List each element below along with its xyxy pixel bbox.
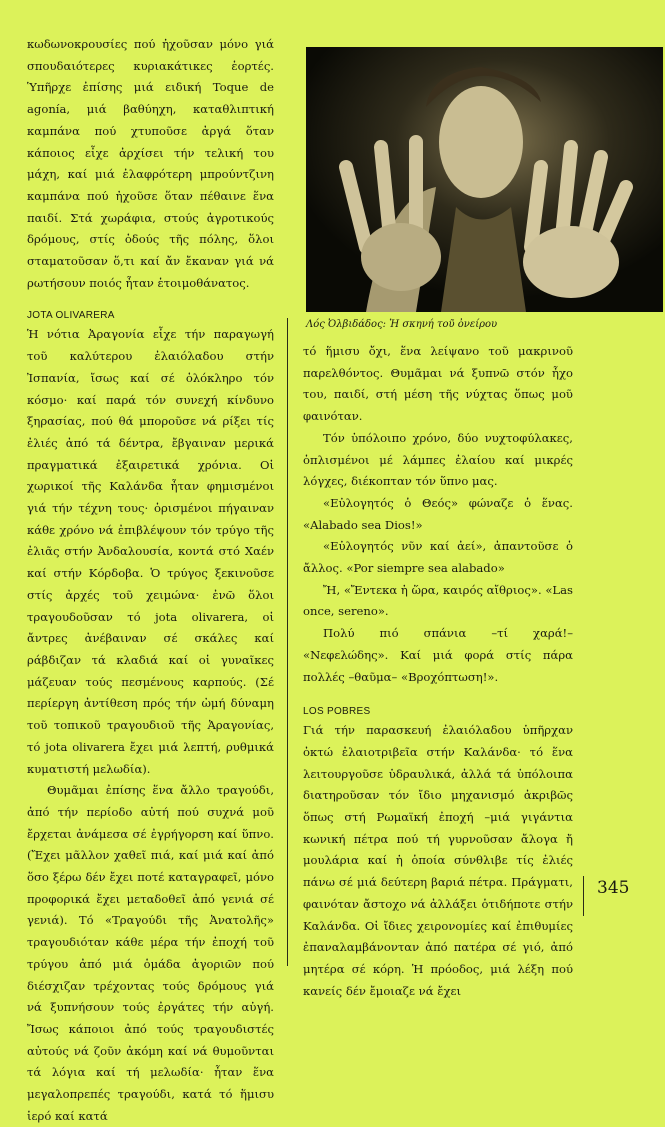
right-column xyxy=(303,0,573,1002)
section-heading-jota-olivarera: JOTA OLIVARERA xyxy=(27,310,115,322)
left-paragraph-3: Θυμᾶμαι ἐπίσης ἕνα ἄλλο τραγούδι, ἀπό τήν περίοδο αὐτή πού συχνά μοῦ ἔρχεται ἀνάμεσα σέ ἐγρήγορση καί ὕπνο. (Ἔχει μᾶλλον χαθεῖ πιά, καί μιά καί ἀπό ὅσο ξέρω δέν ἔχει ποτέ καταγραφεῖ, μόνο προφορικά ἔχει μεταδοθεῖ ἀπό γενιά σέ γενιά). Τό «Τραγούδι τῆς Ἀνατολῆς» τραγουδιόταν κάθε μέρα τήν ἐποχή τοῦ τρύγου ἀπό μιά ὁμάδα ἀγοριῶν πού διέσχιζαν τρέχοντας τούς δρόμους γιά νά ξυπνήσουν τούς ἐργάτες τήν αὐγή. Ἴσως κάποιοι ἀπό τούς τραγουδιστές αὐτούς νά ζοῦν ἀκόμη καί νά θυμοῦνται τά λόγια καί τή μελωδία· ἦταν ἕνα μεγαλοπρεπές τραγούδι, κατά τό ἥμισυ ἱερό καί κατά xyxy=(27,783,274,1123)
right-paragraph-6: Πολύ πιό σπάνια –τί χαρά!– «Νεφελώδης». Καί μιά φορά στίς πάρα πολλές –θαῦμα– «Βροχόπτωση!». xyxy=(303,626,573,684)
right-paragraph-7: Γιά τήν παρασκευή ἐλαιόλαδου ὑπῆρχαν ὀκτώ ἐλαιοτριβεῖα στήν Καλάνδα· τό ἕνα λειτουργοῦσε ὑδραυλικά, ἀλλά τά ὑπόλοιπα διατηροῦσαν τόν ἴδιο μηχανισμό ἀκριβῶς ὅπως στή Ρωμαϊκή ἐποχή –μιά γιγάντια κωνική πέτρα πού τή γυρνοῦσαν ἄλογα ἤ μουλάρια καί ἡ ὁποία σύνθλιβε τίς ἐλιές πάνω σέ μιά δεύτερη βαριά πέτρα. Πράγματι, φαινόταν ἄστοχο νά ἀλλάξει ὁτιδήποτε στήν Καλάνδα. Οἱ ἴδιες χειρονομίες καί ἐπιθυμίες ἐπαναλαμβάνονταν ἀπό πατέρα σέ γιό, ἀπό μητέρα σέ κόρη. Ἡ πρόοδος, μιά λέξη πού κανείς δέν ἔμοιαζε νά ἔχει xyxy=(303,723,573,998)
left-paragraph-1: κωδωνοκρουσίες πού ἠχοῦσαν μόνο γιά σπουδαιότερες κυριακάτικες ἑορτές. Ὑπῆρχε ἐπίσης μιά ειδική Toque de agonía, μιά βαθύηχη, καταθλιπτική καμπάνα πού χτυποῦσε ἀργά ὅταν κάποιος εἶχε ἀρχίσει τήν τελική του μάχη, καί μιά ἐλαφρότερη μπρούντζινη καμπάνα πού ἠχοῦσε ὅταν πέθαινε ἕνα παιδί. Στά χωράφια, στούς ἀγροτικούς δρόμους, στίς ὁδούς τῆς πόλης, ὅλοι σταματοῦσαν ὅ,τι καί ἄν ἔκαναν γιά νά ρωτήσουν ποιός ἦταν ἑτοιμοθάνατος. xyxy=(27,37,274,290)
page-number-rule xyxy=(583,876,584,916)
right-paragraph-4: «Εὐλογητός νῦν καί ἀεί», ἀπαντοῦσε ὁ ἄλλος. «Por siempre sea alabado» xyxy=(303,539,573,576)
column-divider xyxy=(287,318,288,966)
page-number: 345 xyxy=(597,878,630,898)
section-heading-los-pobres: LOS POBRES xyxy=(303,706,371,718)
right-paragraph-3: «Εὐλογητός ὁ Θεός» φώναζε ὁ ἕνας. «Alabado sea Dios!» xyxy=(303,495,573,532)
right-paragraph-1: τό ἥμισυ ὄχι, ἕνα λείψανο τοῦ μακρινοῦ παρελθόντος. Θυμᾶμαι νά ξυπνῶ στόν ἦχο του, παιδί, στή μέση τῆς νύχτας ὅπως μοῦ φαινόταν. xyxy=(303,344,573,424)
left-column xyxy=(27,0,274,1127)
right-paragraph-5: Ἤ, «Ἔντεκα ἡ ὥρα, καιρός αἴθριος». «Las once, sereno». xyxy=(303,582,573,619)
right-paragraph-2: Τόν ὑπόλοιπο χρόνο, δύο νυχτοφύλακες, ὁπλισμένοι μέ λάμπες ἐλαίου καί μικρές λόγχες, διέκοπταν τόν ὕπνο μας. xyxy=(303,430,573,489)
left-paragraph-2: Ἡ νότια Ἀραγονία εἶχε τήν παραγωγή τοῦ καλύτερου ἐλαιόλαδου στήν Ἰσπανία, ἴσως καί σέ ὁλόκληρο τόν κόσμο· καί παρά τόν συνεχή κίνδυνο ξηρασίας, πού θά μποροῦσε νά ρίξει τίς ἐλιές ἀπό τά δέντρα, ἔβγαιναν μερικά πραγματικά ἐξαιρετικά χρόνια. Οἱ χωρικοί τῆς Καλάνδα ἦταν φημισμένοι γιά τήν τέχνη τους· ὁρισμένοι πήγαιναν κάθε χρόνο νά ἐπιβλέψουν τόν τρύγο τῆς ἐλιᾶς στήν Ἀνδαλουσία, κοντά στό Χαέν καί στήν Κόρδοβα. Ὁ τρύγος ξεκινοῦσε στίς ἀρχές τοῦ χειμώνα· ἐνῶ ὅλοι τραγουδοῦσαν τό jota olivarera, οἱ ἄντρες ἀνέβαιναν σέ σκάλες καί ράβδιζαν τά κλαδιά καί οἱ γυναῖκες μάζευαν τούς πεσμένους καρπούς. (Σέ περίεργη ἀντίθεση πρός τήν ὠμή δύναμη τοῦ τοπικοῦ τραγουδιοῦ τῆς Ἀραγονίας, τό jota olivarera ἔχει μιά λεπτή, ρυθμικά κυματιστή μελωδία). xyxy=(27,327,274,776)
photo-caption: Λός Ὀλβιδάδος: Ἡ σκηνή τοῦ ὀνείρου xyxy=(306,319,498,330)
